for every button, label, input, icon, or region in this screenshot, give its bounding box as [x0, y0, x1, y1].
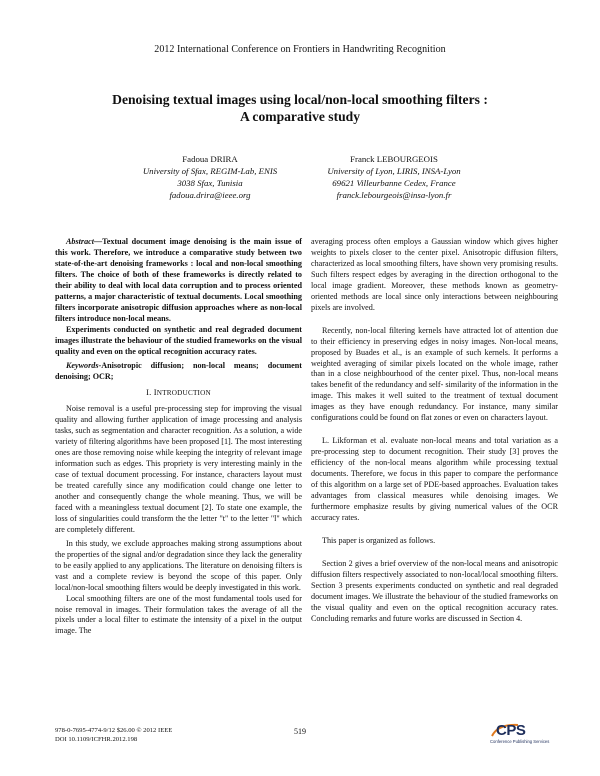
author-email[interactable]: franck.lebourgeois@insa-lyon.fr	[336, 190, 452, 200]
paragraph: Noise removal is a useful pre-processing step for improving the visual quality and allowing further application of image processing and analysis tasks, such as segmentation and character recognition. As a solution, a wide variety of filtering algorithms have been proposed [1]. The most interesting ones are those removing noise while keeping the integrity of relevant image information such as edges. This propriety is very interesting mainly in the case of textual document processing. For instance, characters layout must be treated carefully since any modification could change one letter to another and consequently change the whole meaning. Thus, we will be faced with a meaningless textual document [2]. To state one example, the loss of singularities could transform the the letter "t" to the letter "l" which are completely different.	[55, 404, 302, 534]
paragraph: Recently, non-local filtering kernels have attracted lot of attention due to their efficiency in preserving edges in noisy images. Non-local means, proposed by Buades et al., is an example of such kernels. It performs a weighted averaging of similar pixels located on the whole image, rather than in a close neighbourhood of the center pixel. Thus, non-local means takes benefit of the redundancy and self- similarity of the information in the image. This makes it well suited to the treatment of textual document images as they have enough redundancy. For instance, many similar configurations could be found on flat zones or even on characters layout.	[311, 325, 558, 423]
conference-header: 2012 International Conference on Frontiers in Handwriting Recognition	[154, 44, 446, 55]
paragraph: averaging process often employs a Gaussian window which gives higher weights to pixels closer to the center pixel. Anisotropic diffusion filters, characterized as local smoothing filters, have shown very promising results. Such filters respect edges by averaging in the direction orthogonal to the local image gradient. Moreover, these methods known as geometry-oriented methods are local since only interactions between neighbouring pixels are involved.	[311, 237, 558, 312]
cps-logo-text: CPS	[496, 722, 526, 739]
author-email[interactable]: fadoua.drira@ieee.org	[169, 190, 251, 200]
section-heading-introduction	[55, 387, 302, 399]
right-column	[311, 237, 558, 625]
keywords-label: Keywords	[66, 361, 99, 371]
author-address: 3038 Sfax, Tunisia	[177, 178, 243, 188]
abstract	[55, 237, 302, 325]
paper-title	[60, 91, 540, 125]
doi-line: DOI 10.1109/ICFHR.2012.198	[55, 735, 138, 743]
section-title-first: I	[153, 387, 157, 398]
paragraph: L. Likforman et al. evaluate non-local means and total variation as a pre-processing step to document recognition. Their study [3] proves the efficiency of the non-local means algorithm while processing textual documents. Therefore, we focus in this paper to compare the performance of this algorithm on a large set of PDE-based approaches. Evaluation takes advantages from classical measures while denoising images. We furthermore emphasize results by giving numerical values of the OCR accuracy rates.	[311, 436, 558, 522]
author-affiliation: University of Lyon, LIRIS, INSA-Lyon	[327, 166, 461, 176]
keywords	[55, 361, 302, 383]
author-address: 69621 Villeurbanne Cedex, France	[332, 178, 456, 188]
cps-logo	[488, 722, 548, 748]
author-name: Franck LEBOURGEOIS	[350, 154, 438, 164]
author-name: Fadoua DRIRA	[182, 154, 238, 164]
title-line-2: A comparative study	[239, 109, 361, 124]
abstract-experiments: Experiments conducted on synthetic and real degraded document images illustrate the behaviour of the studied frameworks on the visual quality and even on the optical recognition accuracy rates.	[55, 324, 302, 356]
paragraph: Local smoothing filters are one of the most fundamental tools used for noise removal in images. Their formulation takes the average of all the pixels under a local filter to estimate the intensity of a pixel in the output image. The	[55, 593, 302, 636]
title-line-1: Denoising textual images using local/non-local smoothing filters :	[112, 92, 488, 107]
isbn-line: 978-0-7695-4774-9/12 $26.00 © 2012 IEEE	[55, 727, 173, 734]
paragraph: Section 2 gives a brief overview of the non-local means and anisotropic diffusion filters respectively associated to non-local/local smoothing filters. Section 3 presents experiments conducted on synthetic and real degraded document images. We illustrate the behaviour of the studied frameworks on the visual quality and even on the optical recognition accuracy rates. Concluding remarks and future works are discussed in Section 4.	[311, 558, 558, 623]
author-affiliation: University of Sfax, REGIM-Lab, ENIS	[142, 166, 278, 176]
abstract-label: Abstract	[66, 237, 94, 246]
section-number: I.	[146, 387, 152, 398]
section-title-rest: NTRODUCTION	[156, 389, 211, 398]
abstract-text: —Textual document image denoising is the main issue of this work. Therefore, we introduce a comparative study between two state-of-the-art denoising frameworks : local and non-local smoothing filters. The choice of both of these frameworks is directly related to their ability to deal with local data corruption and to process oriented patterns, a major characteristic of textual documents. Local smoothing filters incorporate anisotropic diffusion approaches where as non-local filters introduce non-local means.	[55, 237, 302, 323]
left-column	[55, 237, 302, 637]
page-number: 519	[294, 727, 306, 736]
cps-logo-subtitle: Conference Publishing Services	[490, 739, 550, 744]
paragraph: In this study, we exclude approaches making strong assumptions about the properties of the signal and/or degradation since they lack the generality to be easily applied to any applications. The literature on denoising filters is vast and a complete review is beyond the scope of this paper. Only local/non-local smoothing filters would be deeply investigated in this work.	[55, 538, 302, 592]
paragraph: This paper is organized as follows.	[322, 535, 436, 545]
author-block-2	[284, 153, 504, 201]
keywords-text: -Anisotropic diffusion; non-local means; document denoising; OCR;	[55, 361, 302, 382]
